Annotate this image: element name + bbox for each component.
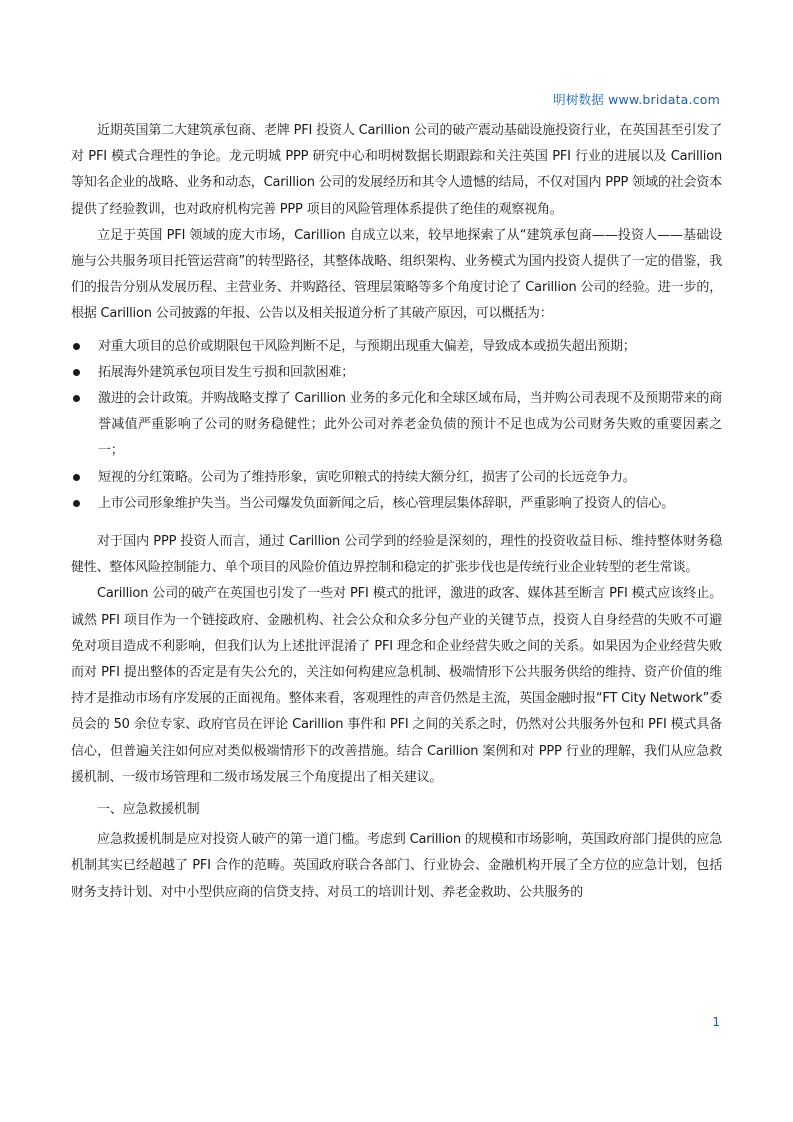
bullet-dot-icon	[73, 395, 80, 402]
list-item	[71, 386, 722, 465]
section-paragraph: 应急救援机制是应对投资人破产的第一道门槛。考虑到 Carillion 的规模和市场影响，英国政府部门提供的应急机制其实已经超越了 PFI 合作的范畴。英国政府联合各部门、行业协会、金融机构开展了全方位的应急计划，包括财务支持计划、对中小型供应商的信贷支持、对员工的培训计划、养老金救助、公共服务的	[71, 832, 722, 900]
bullet-dot-icon	[73, 369, 80, 376]
list-item	[71, 465, 722, 491]
document-body	[71, 118, 722, 906]
bullet-dot-icon	[73, 343, 80, 350]
list-item-text: 上市公司形象维护失当。当公司爆发负面新闻之后，核心管理层集体辞职，严重影响了投资人的信心。	[98, 495, 675, 511]
list-item-text: 短视的分红策略。公司为了维持形象，寅吃卯粮式的持续大额分红，损害了公司的长远竞争力。	[98, 469, 636, 485]
list-item	[71, 360, 722, 386]
list-item-text: 对重大项目的总价或期限包干风险判断不足，与预期出现重大偏差，导致成本或损失超出预期；	[98, 338, 636, 354]
bullet-dot-icon	[73, 500, 80, 507]
failure-causes-list	[71, 334, 722, 517]
list-item	[71, 334, 722, 360]
intro-paragraph-2: 立足于英国 PFI 领域的庞大市场，Carillion 自成立以来，较早地探索了从“建筑承包商——投资人——基础设施与公共服务项目托管运营商”的转型路径，其整体战略、组织架构、业务模式为国内投资人提供了一定的借鉴，我们的报告分别从发展历程、主营业务、并购路径、管理层策略等多个角度讨论了 Carillion 公司的经验。进一步的，根据 Carillion 公司披露的年报、公告以及相关报道分析了其破产原因，可以概括为：	[71, 227, 722, 322]
list-item-text: 拓展海外建筑承包项目发生亏损和回款困难；	[98, 364, 355, 380]
section-heading: 一、应急救援机制	[97, 802, 200, 818]
intro-paragraph-1: 近期英国第二大建筑承包商、老牌 PFI 投资人 Carillion 公司的破产震动基础设施投资行业，在英国甚至引发了对 PFI 模式合理性的争论。龙元明城 PPP 研究中心和明树数据长期跟踪和关注英国 PFI 行业的进展以及 Carillion 等知名企业的战略、业务和动态，Carillion 公司的发展经历和其令人遗憾的结局，不仅对国内 PPP 领域的社会资本提供了经验教训，也对政府机构完善 PPP 项目的风险管理体系提供了绝佳的观察视角。	[71, 123, 722, 217]
body-paragraph-1: 对于国内 PPP 投资人而言，通过 Carillion 公司学到的经验是深刻的，理性的投资收益目标、维持整体财务稳健性、整体风险控制能力、单个项目的风险价值边界控制和稳定的扩张步伐也是传统行业企业转型的老生常谈。	[71, 534, 722, 576]
page-number: 1	[712, 1015, 720, 1029]
bullet-dot-icon	[73, 474, 80, 481]
body-paragraph-2: Carillion 公司的破产在英国也引发了一些对 PFI 模式的批评，激进的政客、媒体甚至断言 PFI 模式应该终止。诚然 PFI 项目作为一个链接政府、金融机构、社会公众和众多分包产业的关键节点，投资人自身经营的失败不可避免对项目造成不利影响，但我们认为上述批评混淆了 PFI 理念和企业经营失败之间的关系。如果因为企业经营失败而对 PFI 提出整体的否定是有失公允的，关注如何构建应急机制、极端情形下公共服务供给的维持、资产价值的维持才是推动市场有序发展的正面视角。整体来看，客观理性的声音仍然是主流，英国金融时报“FT City Network”委员会的 50 余位专家、政府官员在评论 Carillion 事件和 PFI 之间的关系之时，仍然对公共服务外包和 PFI 模式具备信心，但普遍关注如何应对类似极端情形下的改善措施。结合 Carillion 案例和对 PPP 行业的理解，我们从应急救援机制、一级市场管理和二级市场发展三个角度提出了相关建议。	[71, 586, 722, 785]
list-item-text: 激进的会计政策。并购战略支撑了 Carillion 业务的多元化和全球区域布局，当并购公司表现不及预期带来的商誉减值严重影响了公司的财务稳健性；此外公司对养老金负债的预计不足也成为公司财务失败的重要因素之一；	[98, 391, 722, 459]
list-item	[71, 491, 722, 517]
page-header: 明树数据 www.bridata.com	[553, 92, 720, 107]
